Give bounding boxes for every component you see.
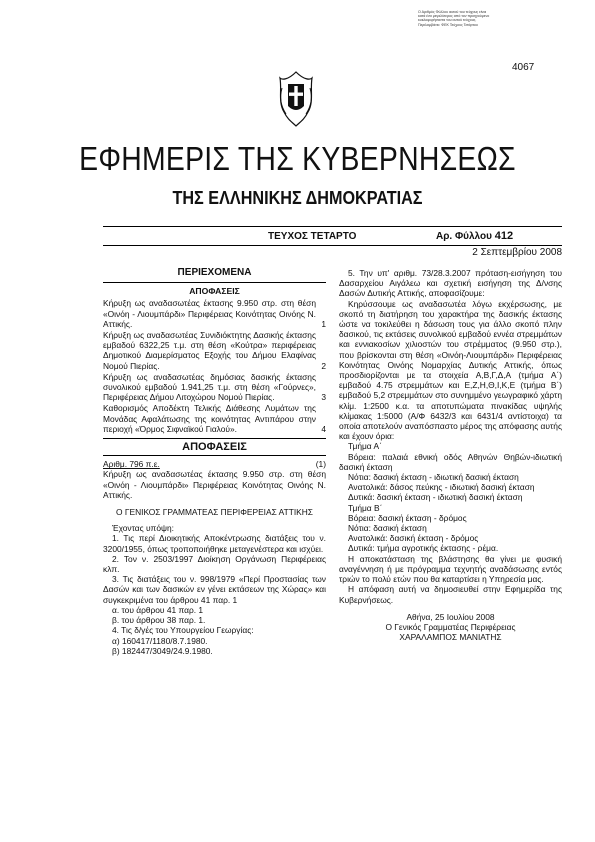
toc-item-page: 3: [321, 392, 326, 403]
issue-label: ΤΕΥΧΟΣ ΤΕΤΑΡΤΟ: [268, 231, 357, 242]
clause-2: 2. Τον ν. 2503/1997 Διοίκηση Οργάνωση Περιφέρειας κλπ.: [103, 553, 326, 575]
toc-item-text: Κήρυξη ως αναδασωτέας δημόσιας δασικής έκτασης συνολικού εμβαδού 1.941,25 τ.μ. στη θέση «Γούρνες», Περιφέρειας Δήμου Λιτοχώρου Νομού Πιερίας.: [103, 371, 316, 403]
restoration-text: Η αποκατάσταση της βλάστησης θα γίνει με φυσική αναγέννηση ή με πρόγραμμα τεχνητής αναδάσωσης εντός τριών το πολύ ετών που θα καταρτίσει η Υπηρεσία μας.: [339, 553, 562, 585]
sheet-number: [436, 230, 513, 242]
part-b-north: Βόρεια: δασική έκταση - δρόμος: [348, 512, 467, 523]
clause-4a: α) 160417/1180/8.7.1980.: [112, 635, 208, 646]
publication-text: Η απόφαση αυτή να δημοσιευθεί στην Εφημερίδα της Κυβερνήσεως.: [339, 584, 562, 605]
clause-5: 5. Την υπ' αριθμ. 73/28.3.2007 πρόταση-εισήγηση του Δασαρχείου Αιγάλεω και σχετική εισήγηση της Δ/νσης Δασών Δυτικής Αττικής, αποφασίζουμε:: [339, 268, 562, 299]
divider: [103, 226, 562, 227]
part-b-west: Δυτικά: τμήμα αγροτικής έκτασης - ρέμα.: [348, 543, 499, 554]
signer-name: ΧΑΡΑΛΑΜΠΟΣ ΜΑΝΙΑΤΗΣ: [399, 632, 502, 643]
clause-4b: β) 182447/3049/24.9.1980.: [112, 645, 213, 656]
toc-subheading: ΑΠΟΦΑΣΕΙΣ: [189, 286, 240, 297]
toc-item[interactable]: [103, 372, 326, 403]
place-date: Αθήνα, 25 Ιουλίου 2008: [406, 611, 495, 622]
issue-date: 2 Σεπτεμβρίου 2008: [472, 247, 562, 258]
decision-ref: [103, 459, 326, 469]
part-a-west: Δυτικά: δασική έκταση - ιδιωτική δασική έκταση: [348, 492, 523, 503]
clause-3b: β. του άρθρου 38 παρ. 1.: [112, 615, 206, 626]
gazette-title: ΕΦΗΜΕΡΙΣ ΤΗΣ ΚΥΒΕΡΝΗΣΕΩΣ: [79, 140, 516, 177]
right-column: [339, 268, 562, 642]
left-column: [103, 268, 326, 656]
divider: [103, 282, 326, 283]
toc-item-page: 2: [321, 360, 326, 371]
part-a-heading: Τμήμα Α΄: [348, 441, 382, 452]
decisions-heading: ΑΠΟΦΑΣΕΙΣ: [182, 441, 247, 454]
part-a-south: Νότια: δασική έκταση - ιδιωτική δασική έκταση: [348, 472, 519, 483]
toc-item-text: Κήρυξη ως αναδασωτέας Συνιδιόκτητης Δασικής έκτασης εμβαδού 6322,25 τ.μ. στη θέση «Κούτρα» περιφέρειας Δημοτικού Διαμερίσματος Εξοχής του Δήμου Ελαφίνας Νομού Πιερίας.: [103, 330, 316, 371]
gazette-subtitle: ΤΗΣ ΕΛΛΗΝΙΚΗΣ ΔΗΜΟΚΡΑΤΙΑΣ: [172, 188, 423, 208]
decision-number: Αριθμ. 796 π.ε.: [103, 459, 160, 470]
decision-body: Κηρύσσουμε ως αναδασωτέα λόγω εκχέρσωσης, με σκοπό τη διατήρηση του χαρακτήρα της δασικής έκτασης ώστε να τοκιλεύθει η δάσωση τους για άλλο σκοπό πλην δασικού, τις εκτάσεις συνολικού εμβαδού εννέα στρεμμάτων και εννιακοσίων χιλιοστών του στρέμματος (9.950 στρ.), που βρίσκονται στη θέση «Οινόη-Λιουμπάρδι» Περιφέρειας Κοινότητας Οινόης Νομαρχίας Δυτικής Αττικής, όπως προσδιορίζονται με τα στοιχεία Α,Β,Γ,Δ,Α (τμήμα Α΄) εμβαδού 4.75 στρεμμάτων και Ε,Ζ,Η,Θ,Ι,Κ,Ε (τμήμα Β΄) εμβαδού 5,2 στρεμμάτων στο συνημμένο γεωγραφικό χάρτη κλίμ. 1:2500 κ.α. τα αποτυπώματα πινακίδας υψηλής κλίμακας 1:5000 (Α/Φ 6432/3 και 6431/4 αντίστοιχα) τα οποία αποτελούν αναπόσπαστο μέρος της απόφασης αυτής και έχουν όρια:: [339, 298, 562, 442]
part-a-north: Βόρεια: παλαιά εθνική οδός Αθηνών Θηβών-ιδιωτική δασική έκταση: [339, 451, 562, 472]
having-in-mind: Έχοντας υπόψη:: [112, 523, 174, 534]
part-b-heading: Τμήμα Β΄: [348, 502, 383, 513]
toc-heading: ΠΕΡΙΕΧΟΜΕΝΑ: [177, 267, 252, 278]
publication-note: Ο Αριθμός Φύλλου αυτού του τεύχους είναι κατά ένα μεγαλύτερος από τον προηγούμενο κυκλοφορήσαντα του αυτού τεύχους. Περιλαμβάνει: ΦΕΚ Τεύχους Τετάρτου: [418, 10, 490, 27]
decision-authority: Ο ΓΕΝΙΚΟΣ ΓΡΑΜΜΑΤΕΑΣ ΠΕΡΙΦΕΡΕΙΑΣ ΑΤΤΙΚΗΣ: [116, 507, 313, 518]
clause-3a: α. του άρθρου 41 παρ. 1: [112, 604, 204, 615]
toc-item[interactable]: [103, 330, 326, 371]
decision-index: (1): [315, 459, 326, 470]
divider: [103, 438, 326, 439]
toc-item-page: 1: [321, 318, 326, 329]
divider: [103, 455, 326, 456]
divider: [103, 245, 562, 246]
toc-item-page: 4: [321, 423, 326, 434]
greek-coat-of-arms-icon: [276, 68, 316, 128]
part-a-east: Ανατολικά: δάσος πεύκης - ιδιωτική δασική έκταση: [348, 482, 535, 493]
toc-item-text: Καθορισμός Αποδέκτη Τελικής Διάθεσης Λυμάτων της Μονάδας Αφαλάτωσης της κοινότητας Αντιπάρου στην περιοχή «Όρμος Σιφναϊκού Γιαλού».: [103, 403, 316, 434]
sheet-label: Αρ. Φύλλου: [436, 231, 495, 242]
part-b-south: Νότια: δασική έκταση: [348, 523, 427, 534]
toc-item[interactable]: [103, 403, 326, 434]
clause-4: 4. Τις δ/γές του Υπουργείου Γεωργίας:: [112, 625, 254, 636]
decision-subject: Κήρυξη ως αναδασωτέας έκτασης 9.950 στρ. στη θέση «Οινόη - Λιουμπάρδι» Περιφέρειας Κοινότητας Οινόης Ν. Αττικής.: [103, 469, 326, 500]
clause-1: 1. Τις περί Διοικητικής Αποκέντρωσης διατάξεις του ν. 3200/1955, όπως τροποποιήθηκε μεταγενέστερα και ισχύει.: [103, 533, 326, 554]
sheet-value: 412: [494, 230, 514, 242]
signer-title: Ο Γενικός Γραμματέας Περιφέρειας: [385, 621, 516, 632]
clause-3: 3. Τις διατάξεις του ν. 998/1979 «Περί Προστασίας των Δασών και των δασικών εν γένει εκτάσεων της Χώρας» και συγκεκριμένα του άρθρου 41 παρ. 1: [103, 574, 326, 605]
toc-item-text: Κήρυξη ως αναδασωτέας έκτασης 9.950 στρ. στη θέση «Οινόη - Λιουμπάρδι» Περιφέρειας Κοινότητας Οινόης Ν. Αττικής.: [103, 298, 316, 329]
toc-item[interactable]: [103, 298, 326, 329]
page-number: 4067: [512, 62, 535, 73]
part-b-east: Ανατολικά: δασική έκταση - δρόμος: [348, 533, 479, 544]
